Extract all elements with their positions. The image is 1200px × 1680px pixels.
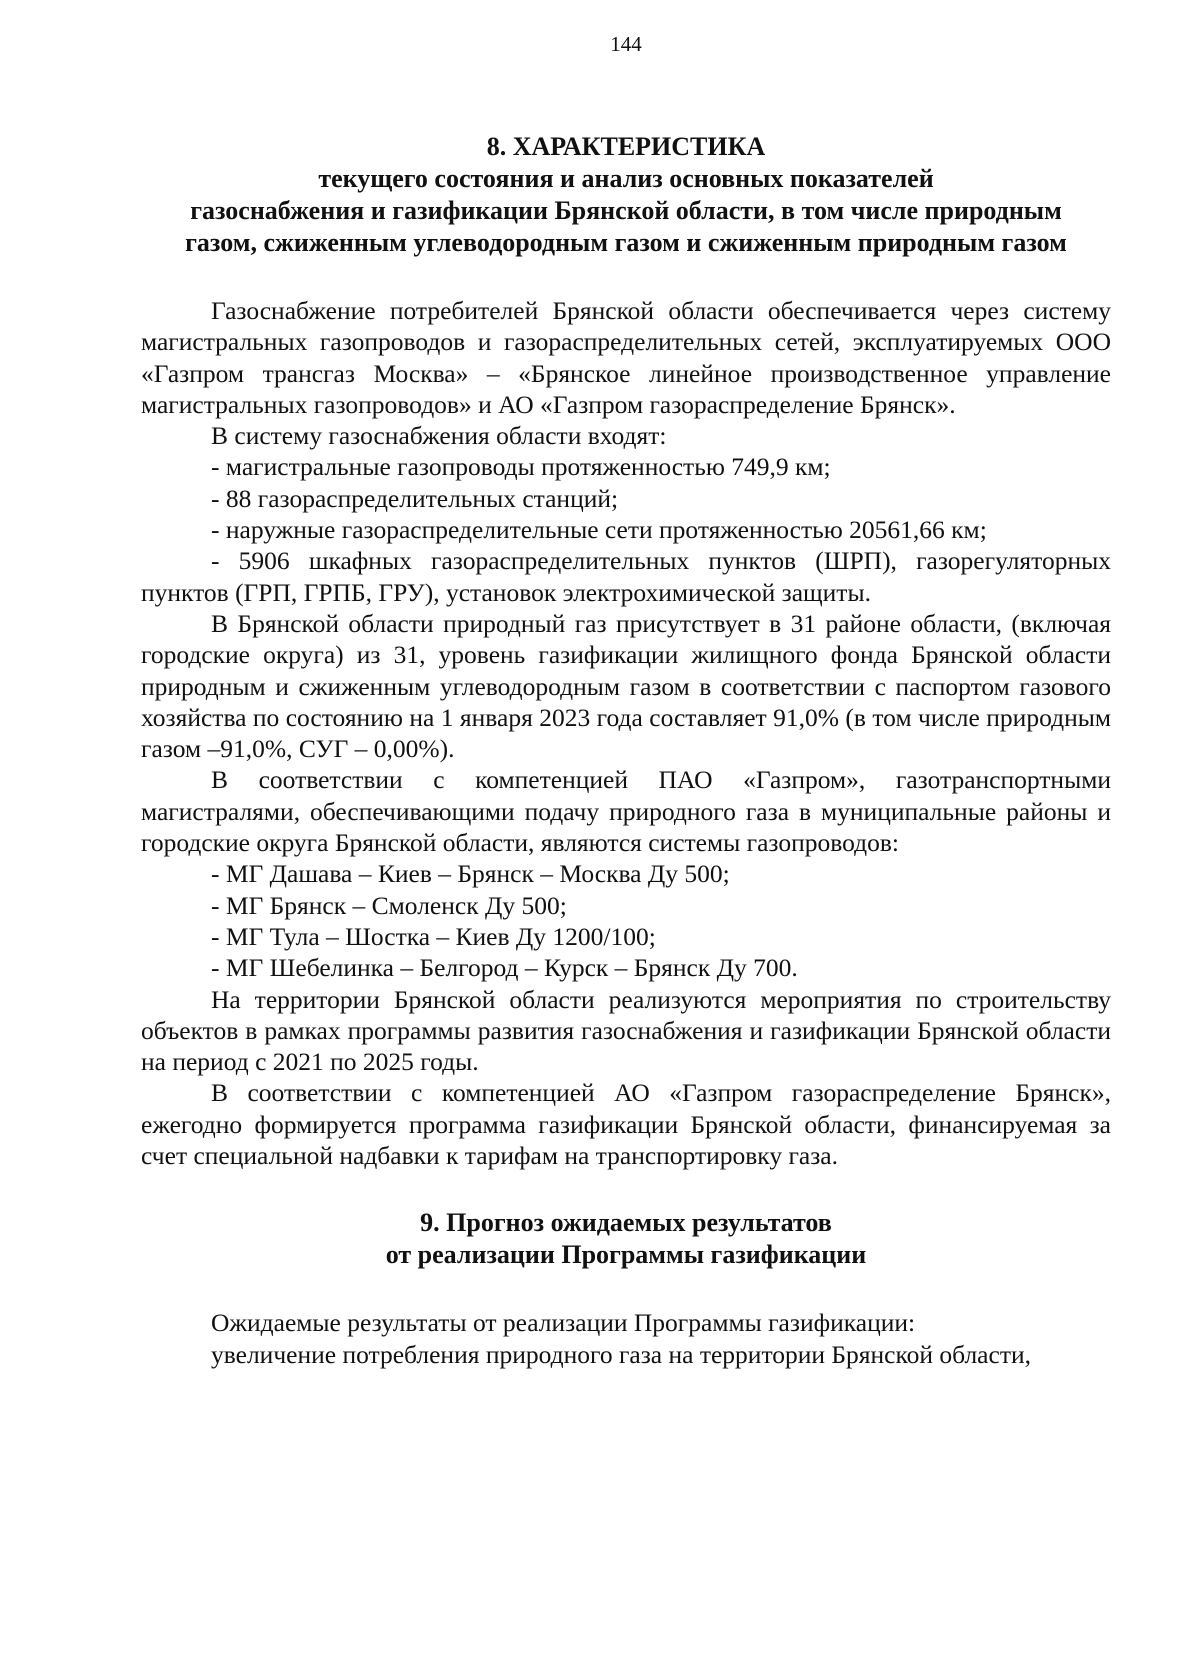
list-item-pipeline-bryansk-smolensk: - МГ Брянск – Смоленск Ду 500; [211,890,567,920]
paragraph-consumption-increase: увеличение потребления природного газа на территории Брянской области, [211,1339,1031,1369]
list-item-distribution-stations: - 88 газораспределительных станций; [211,483,619,513]
document-page [141,30,1111,1650]
section-9-title-line: 9. Прогноз ожидаемых результатов [420,1208,832,1238]
list-item-main-pipelines: - магистральные газопроводы протяженностью 749,9 км; [211,452,831,482]
list-item-cabinet-points: - 5906 шкафных газораспределительных пунктов (ШРП), газорегуляторных пунктов (ГРП, ГРПБ, ГРУ), установок электрохимической защиты. [141,546,1111,607]
section-8-subtitle-line: газом, сжиженным углеводородным газом и сжиженным природным газом [185,228,1067,257]
section-9-title-line: от реализации Программы газификации [385,1240,867,1270]
section-8-subtitle-line: текущего состояния и анализ основных показателей [318,164,934,193]
paragraph-gasification-program: В соответствии с компетенцией АО «Газпром газораспределение Брянск», ежегодно формируется программа газификации Брянской области, финансируемая за счет специальной надбавки к тарифам на транспортировку газа. [141,1078,1111,1171]
paragraph-gazprom-competence: В соответствии с компетенцией ПАО «Газпром», газотранспортными магистралями, обеспечивающими подачу природного газа в муниципальные районы и городские округа Брянской области, являются системы газопроводов: [141,765,1111,858]
paragraph-system-includes: В систему газоснабжения области входят: [211,421,667,451]
paragraph-gasification-level: В Брянской области природный газ присутствует в 31 районе области, (включая городские округа) из 31, уровень газификации жилищного фонда Брянской области природным и сжиженным углеводородным газом в соответствии с паспортом газового хозяйства по состоянию на 1 января 2023 года составляет 91,0% (в том числе природным газом –91,0%, СУГ – 0,00%). [141,608,1111,764]
paragraph-construction-program: На территории Брянской области реализуются мероприятия по строительству объектов в рамках программы развития газоснабжения и газификации Брянской области на период с 2021 по 2025 годы. [141,984,1111,1077]
list-item-pipeline-shebelinka: - МГ Шебелинка – Белгород – Курск – Брянск Ду 700. [211,953,798,983]
list-item-pipeline-dashava: - МГ Дашава – Киев – Брянск – Москва Ду 500; [211,859,730,889]
page-number: 144 [610,32,642,56]
list-item-outer-networks: - наружные газораспределительные сети протяженностью 20561,66 км; [211,515,987,545]
paragraph-expected-results: Ожидаемые результаты от реализации Программы газификации: [211,1308,916,1338]
paragraph-gas-supply-overview: Газоснабжение потребителей Брянской области обеспечивается через систему магистральных газопроводов и газораспределительных сетей, эксплуатируемых ООО «Газпром трансгаз Москва» – «Брянское линейное производственное управление магистральных газопроводов» и АО «Газпром газораспределение Брянск». [141,296,1111,419]
section-8-title: 8. ХАРАКТЕРИСТИКА [486,132,766,161]
section-8-subtitle-line: газоснабжения и газификации Брянской области, в том числе природным [190,196,1062,225]
list-item-pipeline-tula: - МГ Тула – Шостка – Киев Ду 1200/100; [211,921,656,951]
